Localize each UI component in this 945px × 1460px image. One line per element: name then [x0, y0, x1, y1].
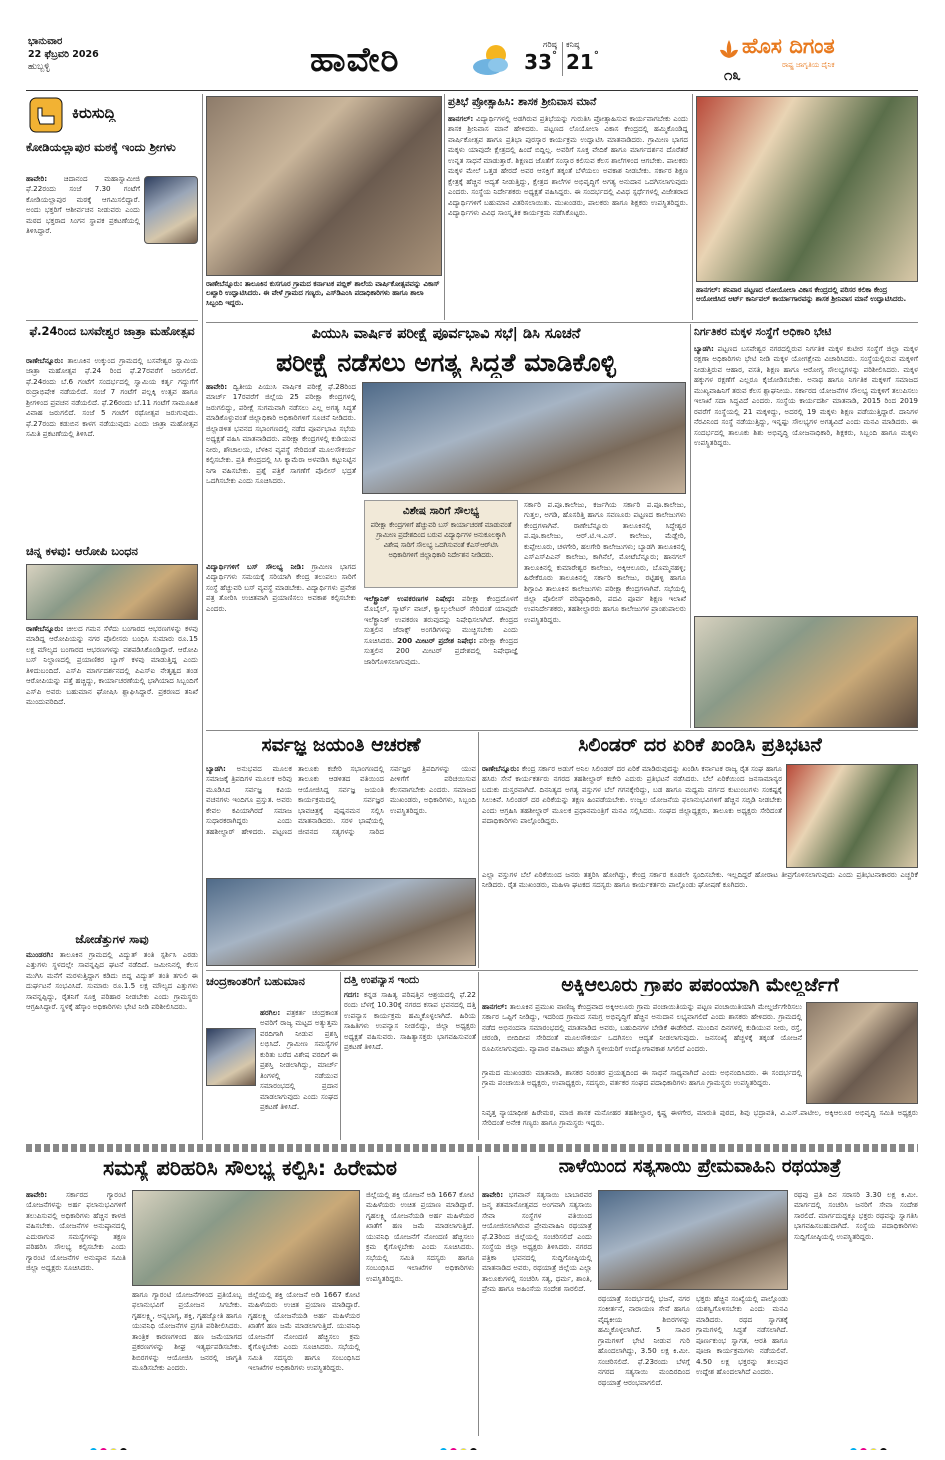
max-temp-block: [517, 40, 557, 80]
max-temp: 33: [524, 50, 552, 74]
guarantee-body-4: ಜಿಲ್ಲೆಯಲ್ಲಿ ಶಕ್ತಿ ಯೋಜನೆ ಅಡಿ 1667 ಕೋಟಿ ಮಹಿಳೆಯರು ಉಚಿತ ಪ್ರಯಾಣ ಮಾಡಿದ್ದಾರೆ. ಗೃಹಲಕ್ಷ್ಮಿ ಯೋಜನೆಯಡಿ ಅರ್ಹ ಮಹಿಳೆಯರ ಖಾತೆಗೆ ಹಣ ಜಮೆ ಮಾಡಲಾಗುತ್ತಿದೆ. ಯುವನಿಧಿ ಯೋಜನೆಗೆ ನೋಂದಣಿ ಹೆಚ್ಚಿಸಲು ಕ್ರಮ ಕೈಗೊಳ್ಳಬೇಕು ಎಂದು ಸೂಚಿಸಿದರು. ಸಭೆಯಲ್ಲಿ ಸಮಿತಿ ಸದಸ್ಯರು ಹಾಗೂ ಸಂಬಂಧಿಸಿದ ಇಲಾಖೆಗಳ ಅಧಿಕಾರಿಗಳು ಉಪಸ್ಥಿತರಿದ್ದರು.: [366, 1190, 474, 1283]
top-story-left: [206, 94, 442, 322]
rathayatra-body-2: ರಥಯಾತ್ರೆ ಸಂದರ್ಭದಲ್ಲಿ ಭಜನೆ, ನಗರ ಸಂಕೀರ್ತನೆ, ನಾರಾಯಣ ಸೇವೆ ಹಾಗೂ ವೈದ್ಯಕೀಯ ಶಿಬಿರಗಳನ್ನು ಹಮ್ಮಿಕೊಳ್ಳಲಾಗಿದೆ. 5 ಸಾವಿರ ಗ್ರಾಮಗಳಿಗೆ ಭೇಟಿ ನೀಡುವ ಗುರಿ ಹೊಂದಲಾಗಿದ್ದು, 3.50 ಲಕ್ಷ ಕಿ.ಮೀ. ಸಂಚರಿಸಲಿದೆ. ಫೆ.23ರಂದು ಬೆಳಗ್ಗೆ ನಗರದ ಸತ್ಯಸಾಯಿ ಮಂದಿರದಿಂದ ರಥಯಾತ್ರೆ ಆರಂಭವಾಗಲಿದೆ.: [598, 1294, 690, 1387]
photo-caption-2: ಹಾನಗಲ್: ಶನಿವಾರ ಪಟ್ಟಣದ ಲೋಯೋಲಾ ವಿಕಾಸ ಕೇಂದ್ರದಲ್ಲಿ ಪರಿಸರ ಕಲಿಕಾ ಕೇಂದ್ರ ಆಯೋಜಿಸಿದ ಆರ್ಟ್‌ ಕಾರ್ನಿವಲ್ ಕಾರ್ಯಾಗಾರವನ್ನು ಶಾಸಕ ಶ್ರೀನಿವಾಸ ಮಾನೆ ಉದ್ಘಾಟಿಸಿದರು.: [696, 286, 907, 304]
rathayatra-body-1: ಹಾವೇರಿ: ಭಗವಾನ್ ಸತ್ಯಸಾಯಿ ಬಾಬಾರವರ ಜನ್ಮ ಶತಮಾನೋತ್ಸವದ ಅಂಗವಾಗಿ ಸತ್ಯಸಾಯಿ ಸೇವಾ ಸಂಸ್ಥೆಗಳ ವತಿಯಿಂದ ಆಯೋಜಿಸಲಾಗಿರುವ ಪ್ರೇಮವಾಹಿನಿ ರಥಯಾತ್ರೆ ಫೆ.23ರಿಂದ ಜಿಲ್ಲೆಯಲ್ಲಿ ಸಂಚರಿಸಲಿದೆ ಎಂದು ಸಂಸ್ಥೆಯ ಜಿಲ್ಲಾ ಅಧ್ಯಕ್ಷರು ತಿಳಿಸಿದರು. ನಗರದ ಪತ್ರಿಕಾ ಭವನದಲ್ಲಿ ಸುದ್ದಿಗೋಷ್ಠಿಯಲ್ಲಿ ಮಾತನಾಡಿದ ಅವರು, ರಥಯಾತ್ರೆ ಜಿಲ್ಲೆಯ ಎಲ್ಲಾ ತಾಲೂಕುಗಳಲ್ಲಿ ಸಂಚರಿಸಿ ಸತ್ಯ, ಧರ್ಮ, ಶಾಂತಿ, ಪ್ರೇಮ ಹಾಗೂ ಅಹಿಂಸೆಯ ಸಂದೇಶ ಸಾರಲಿದೆ.: [482, 1190, 592, 1293]
pointing-hand-icon: [28, 96, 64, 134]
brief-4-body: ಮುಂಡರಗಿ: ತಾಲೂಕಿನ ಗ್ರಾಮದಲ್ಲಿ ವಿದ್ಯುತ್ ತಂತಿ ಸ್ಪರ್ಶಿಸಿ ಎರಡು ಎತ್ತುಗಳು ಸ್ಥಳದಲ್ಲೇ ಸಾವನ್ನಪ್ಪಿದ ಘಟನೆ ನಡೆದಿದೆ. ಜಮೀನಿನಲ್ಲಿ ಕೆಲಸ ಮುಗಿಸಿ ಮನೆಗೆ ಮರಳುತ್ತಿದ್ದಾಗ ಕಡಿದು ಬಿದ್ದ ವಿದ್ಯುತ್ ತಂತಿ ತಗುಲಿ ಈ ದುರ್ಘಟನೆ ಸಂಭವಿಸಿದೆ. ಸುಮಾರು ರೂ.1.5 ಲಕ್ಷ ಮೌಲ್ಯದ ಎತ್ತುಗಳು ಸಾವನ್ನಪ್ಪಿದ್ದು, ರೈತನಿಗೆ ಸೂಕ್ತ ಪರಿಹಾರ ನೀಡಬೇಕು ಎಂದು ಗ್ರಾಮಸ್ಥರು ಆಗ್ರಹಿಸಿದ್ದಾರೆ. ಸ್ಥಳಕ್ಕೆ ಹೆಸ್ಕಾಂ ಅಧಿಕಾರಿಗಳು ಭೇಟಿ ನೀಡಿ ಪರಿಶೀಲಿಸಿದರು.: [26, 950, 198, 1012]
lecture-story: [344, 972, 476, 1140]
briefs-header: [28, 96, 158, 136]
lotus-icon: [718, 38, 740, 60]
press-meet-photo: [598, 1190, 788, 1290]
sarvajna-photo: [206, 878, 476, 966]
cylinder-body-2: ಎಲ್ಲಾ ವಸ್ತುಗಳ ಬೆಲೆ ಏರಿಕೆಯಿಂದ ಜನರು ತತ್ತರಿಸಿ ಹೋಗಿದ್ದು, ಕೇಂದ್ರ ಸರ್ಕಾರ ಕೂಡಲೇ ಸ್ಪಂದಿಸಬೇಕು. ಇಲ್ಲದಿದ್ದರೆ ಹೋರಾಟ ತೀವ್ರಗೊಳಿಸಲಾಗುವುದು ಎಂದು ಪ್ರತಿಭಟನಾಕಾರರು ಎಚ್ಚರಿಕೆ ನೀಡಿದರು. ರೈತ ಮುಖಂಡರು, ಮಹಿಳಾ ಘಟಕದ ಸದಸ್ಯರು ಹಾಗೂ ಕಾರ್ಯಕರ್ತರು ಪಾಲ್ಗೊಂಡು ಘೋಷಣೆ ಕೂಗಿದರು.: [482, 870, 918, 890]
award-body: ಹರಗಿಲ: ಪತ್ರಕರ್ತ ಚಂದ್ರಕಾಂತ ಅವರಿಗೆ ರಾಜ್ಯ ಮಟ್ಟದ ಅತ್ಯುತ್ತಮ ವರದಿಗಾಗಿ ನೀಡುವ ಪ್ರಶಸ್ತಿ ಲಭಿಸಿದೆ. ಗ್ರಾಮೀಣ ಸಮಸ್ಯೆಗಳ ಕುರಿತು ಬರೆದ ವಿಶೇಷ ವರದಿಗೆ ಈ ಪ್ರಶಸ್ತಿ ನೀಡಲಾಗಿದ್ದು, ಮಾರ್ಚ್ ತಿಂಗಳಲ್ಲಿ ನಡೆಯುವ ಸಮಾರಂಭದಲ್ಲಿ ಪ್ರದಾನ ಮಾಡಲಾಗುವುದು ಎಂದು ಸಂಘದ ಪ್ರಕಟಣೆ ತಿಳಿಸಿದೆ.: [260, 1008, 338, 1111]
felicitation-photo: [806, 1002, 918, 1104]
infobox-title: ವಿಶೇಷ ಸಾರಿಗೆ ಸೌಲಭ್ಯ: [402, 505, 480, 517]
rathayatra-headline: ನಾಳೆಯಿಂದ ಸತ್ಯಸಾಯಿ ಪ್ರೇಮವಾಹಿನಿ ರಥಯಾತ್ರೆ: [558, 1156, 842, 1177]
date-label: 22 ಫೆಬ್ರವರಿ 2026: [28, 49, 99, 60]
weather-icon: [470, 40, 514, 80]
masthead: [0, 0, 945, 92]
rathayatra-body-4: ರಥವು ಪ್ರತಿ ದಿನ ಸರಾಸರಿ 3.30 ಲಕ್ಷ ಕಿ.ಮೀ. ಮಾರ್ಗದಲ್ಲಿ ಸಂಚರಿಸಿ ಜನರಿಗೆ ಸೇವಾ ಸಂದೇಶ ಸಾರಲಿದೆ. ಮಾರ್ಗದುದ್ದಕ್ಕೂ ಭಕ್ತರು ರಥವನ್ನು ಸ್ವಾಗತಿಸಿ ಭಾಗವಹಿಸಬಹುದಾಗಿದೆ. ಸಂಸ್ಥೆಯ ಪದಾಧಿಕಾರಿಗಳು ಸುದ್ದಿಗೋಷ್ಠಿಯಲ್ಲಿ ಉಪಸ್ಥಿತರಿದ್ದರು.: [794, 1190, 918, 1241]
exam-story: [206, 324, 686, 728]
seer-photo: [144, 176, 198, 244]
infobox-body: ಪರೀಕ್ಷಾ ಕೇಂದ್ರಗಳಿಗೆ ಹೆಚ್ಚುವರಿ ಬಸ್ ಕಾರ್ಯಾಚರಣೆ ಮಾಡುವಂತೆ ಗ್ರಾಮೀಣ ಪ್ರದೇಶದಿಂದ ಬರುವ ವಿದ್ಯಾರ್ಥಿಗಳ ಅನುಕೂಲಕ್ಕಾಗಿ ವಿಶೇಷ ಸಾರಿಗೆ ಸೌಲಭ್ಯ ಒದಗಿಸುವಂತೆ ಕೆಎಸ್‌ಆರ್‌ಟಿಸಿ ಅಧಿಕಾರಿಗಳಿಗೆ ಜಿಲ್ಲಾಧಿಕಾರಿ ನಿರ್ದೇಶನ ನೀಡಿದರು.: [370, 521, 512, 559]
exam-kicker: ಪಿಯುಸಿ ವಾರ್ಷಿಕ ಪರೀಕ್ಷೆ ಪೂರ್ವಭಾವಿ ಸಭೆ| ಡಿಸಿ ಸೂಚನೆ: [311, 326, 581, 342]
cylinder-story: [482, 732, 918, 968]
award-headline: ಚಂದ್ರಕಾಂತರಿಗೆ ಬಹುಮಾನ: [206, 974, 305, 988]
brief-1-headline: ಕೋಡಿಯಲ್ಲಾಪುರ ಮಠಕ್ಕೆ ಇಂದು ಶ್ರೀಗಳು: [26, 140, 176, 154]
date-block: [28, 36, 168, 86]
photo-caption-1: ರಾಣೇಬೆನ್ನೂರು: ತಾಲೂಕಿನ ಕುಸಗೂರ ಗ್ರಾಮದ ಕರ್ನಾಟಕ ಪಬ್ಲಿಕ್ ಶಾಲೆಯ ವಾರ್ಷಿಕೋತ್ಸವವನ್ನು ವಿಕಾಸ್ ಲಖ್ಖಾರಿ ಉದ್ಘಾಟಿಸಿದರು. ಈ ವೇಳೆ ಗ್ರಾಮದ ಗಣ್ಯರು, ಎಸ್‌ಡಿಎಂಸಿ ಪದಾಧಿಕಾರಿಗಳು ಹಾಗೂ ಶಾಲಾ ಸಿಬ್ಬಂದಿ ಇದ್ದರು.: [206, 280, 440, 307]
degree-symbol: °: [552, 50, 557, 61]
brief-2-headline: ಫೆ.24ರಿಂದ ಬಸವೇಶ್ವರ ಜಾತ್ರಾ ಮಹೋತ್ಸವ: [29, 324, 195, 338]
day-label: ಭಾನುವಾರ: [28, 36, 63, 47]
brief-4-headline: ಜೋಡೆತ್ತುಗಳ ಸಾವು: [75, 932, 149, 946]
edition-label: ಹುಬ್ಬಳ್ಳಿ: [28, 62, 50, 72]
sarvajna-story: [206, 732, 476, 968]
school-anniversary-photo: [206, 96, 442, 276]
briefs-title: ಕಿರುಸುದ್ದಿ: [72, 104, 116, 122]
registration-marks-center: [440, 1440, 520, 1450]
city-title: ಹಾವೇರಿ: [310, 40, 400, 80]
sarvajna-headline: ಸರ್ವಜ್ಞ ಜಯಂತಿ ಆಚರಣೆ: [261, 734, 421, 756]
cylinder-body-1: ರಾಣೇಬೆನ್ನೂರು: ಕೇಂದ್ರ ಸರ್ಕಾರ ಅಡುಗೆ ಅನಿಲ ಸಿಲಿಂಡರ್ ದರ ಏರಿಕೆ ಮಾಡಿರುವುದನ್ನು ಖಂಡಿಸಿ ಕರ್ನಾಟಕ ರಾಜ್ಯ ರೈತ ಸಂಘ ಹಾಗೂ ಹಸಿರು ಸೇನೆ ಕಾರ್ಯಕರ್ತರು ನಗರದ ತಹಶೀಲ್ದಾರ್ ಕಚೇರಿ ಎದುರು ಪ್ರತಿಭಟನೆ ನಡೆಸಿದರು. ಬೆಲೆ ಏರಿಕೆಯಿಂದ ಜನಸಾಮಾನ್ಯರ ಬದುಕು ದುಸ್ತರವಾಗಿದೆ. ದಿನನಿತ್ಯದ ಅಗತ್ಯ ವಸ್ತುಗಳ ಬೆಲೆ ಗಗನಕ್ಕೇರಿದ್ದು, ಬಡ ಹಾಗೂ ಮಧ್ಯಮ ವರ್ಗದ ಕುಟುಂಬಗಳು ಸಂಕಷ್ಟಕ್ಕೆ ಸಿಲುಕಿವೆ. ಸಿಲಿಂಡರ್ ದರ ಏರಿಕೆಯನ್ನು ತಕ್ಷಣ ಹಿಂಪಡೆಯಬೇಕು. ಉಜ್ವಲ ಯೋಜನೆಯ ಫಲಾನುಭವಿಗಳಿಗೆ ಹೆಚ್ಚಿನ ಸಬ್ಸಿಡಿ ನೀಡಬೇಕು ಎಂದು ಆಗ್ರಹಿಸಿ ತಹಶೀಲ್ದಾರ್ ಮೂಲಕ ಪ್ರಧಾನಮಂತ್ರಿಗೆ ಮನವಿ ಸಲ್ಲಿಸಿದರು. ಸಂಘದ ಜಿಲ್ಲಾಧ್ಯಕ್ಷರು, ತಾಲೂಕು ಅಧ್ಯಕ್ಷರು ಸೇರಿದಂತೆ ಪದಾಧಿಕಾರಿಗಳು ಪಾಲ್ಗೊಂಡಿದ್ದರು.: [482, 764, 782, 826]
guarantee-story: [26, 1156, 474, 1436]
min-label: ಕನಿಷ್ಠ: [566, 40, 580, 49]
exam-headline: ಪರೀಕ್ಷೆ ನಡೆಸಲು ಅಗತ್ಯ ಸಿದ್ಧತೆ ಮಾಡಿಕೊಳ್ಳಿ: [276, 348, 616, 377]
exam-body-col2: ವಿದ್ಯಾರ್ಥಿಗಳಿಗೆ ಬಸ್ ಸೌಲಭ್ಯ ನೀಡಿ: ಗ್ರಾಮೀಣ ಭಾಗದ ವಿದ್ಯಾರ್ಥಿಗಳು ಸಮಯಕ್ಕೆ ಸರಿಯಾಗಿ ಕೇಂದ್ರ ತಲುಪಲು ಸಾರಿಗೆ ಸಂಸ್ಥೆ ಹೆಚ್ಚುವರಿ ಬಸ್ ವ್ಯವಸ್ಥೆ ಮಾಡಬೇಕು. ವಿದ್ಯಾರ್ಥಿಗಳು ಪ್ರವೇಶ ಪತ್ರ ತೋರಿಸಿ ಉಚಿತವಾಗಿ ಪ್ರಯಾಣಿಸಲು ಅವಕಾಶ ಕಲ್ಪಿಸಬೇಕು ಎಂದರು.: [206, 562, 356, 728]
lecture-headline: ದತ್ತಿ ಉಪನ್ಯಾಸ ಇಂದು: [344, 974, 420, 986]
brand-tagline: ರಾಷ್ಟ್ರ ಜಾಗೃತಿಯ ದೈನಿಕ: [782, 61, 835, 69]
guarantee-headline: ಸಮಸ್ಯೆ ಪರಿಹರಿಸಿ ಸೌಲಭ್ಯ ಕಲ್ಪಿಸಿ: ಹಿರೇಮಠ: [103, 1156, 397, 1180]
dc-meeting-photo: [362, 382, 686, 494]
brief-3-body: ರಾಣೇಬೆನ್ನೂರು: ಚೀಲದ ಗಮನ ಸೆಳೆದು ಬಂಗಾರದ ಆಭರಣಗಳನ್ನು ಕಳವು ಮಾಡಿದ್ದ ಆರೋಪಿಯನ್ನು ನಗರ ಪೊಲೀಸರು ಬಂಧಿಸಿ ಸುಮಾರು ರೂ.15 ಲಕ್ಷ ಮೌಲ್ಯದ ಬಂಗಾರದ ಆಭರಣಗಳನ್ನು ವಶಪಡಿಸಿಕೊಂಡಿದ್ದಾರೆ. ಆರೋಪಿ ಬಸ್ ನಿಲ್ದಾಣದಲ್ಲಿ ಪ್ರಯಾಣಿಕರ ಬ್ಯಾಗ್ ಕಳವು ಮಾಡುತ್ತಿದ್ದ ಎಂದು ತಿಳಿದುಬಂದಿದೆ. ಎಸ್‌ಪಿ ಮಾರ್ಗದರ್ಶನದಲ್ಲಿ ಪಿಎಸ್‌ಐ ನೇತೃತ್ವದ ತಂಡ ಆರೋಪಿಯನ್ನು ಪತ್ತೆ ಹಚ್ಚಿದ್ದು, ಕಾರ್ಯಾಚರಣೆಯಲ್ಲಿ ಭಾಗಿಯಾದ ಸಿಬ್ಬಂದಿಗೆ ಎಸ್‌ಪಿ ಅವರು ಬಹುಮಾನ ಘೋಷಿಸಿ ಶ್ಲಾಘಿಸಿದ್ದಾರೆ. ಪ್ರಕರಣದ ತನಿಖೆ ಮುಂದುವರಿದಿದೆ.: [26, 624, 198, 707]
akkialur-headline: ಅಕ್ಕಿಆಲೂರು ಗ್ರಾಪಂ ಪಪಂಯಾಗಿ ಮೇಲ್ದರ್ಜೆಗೆ: [561, 974, 839, 996]
arrest-photo: [26, 564, 198, 620]
children-body-1: ಬ್ಯಾಡಗಿ: ಪಟ್ಟಣದ ಬಸವೇಶ್ವರ ನಗರದಲ್ಲಿರುವ ನಿರ್ಗತಿಕ ಮಕ್ಕಳ ಕುಟೀರ ಸಂಸ್ಥೆಗೆ ಜಿಲ್ಲಾ ಮಕ್ಕಳ ರಕ್ಷಣಾ ಅಧಿಕಾರಿಗಳು ಭೇಟಿ ನೀಡಿ ಮಕ್ಕಳ ಯೋಗಕ್ಷೇಮ ವಿಚಾರಿಸಿದರು. ಸಂಸ್ಥೆಯಲ್ಲಿರುವ ಮಕ್ಕಳಿಗೆ ನೀಡುತ್ತಿರುವ ಆಹಾರ, ವಸತಿ, ಶಿಕ್ಷಣ ಹಾಗೂ ಆರೋಗ್ಯ ಸೌಲಭ್ಯಗಳನ್ನು ಪರಿಶೀಲಿಸಿದರು. ಮಕ್ಕಳ ಹಕ್ಕುಗಳ ರಕ್ಷಣೆಗೆ ಎಲ್ಲರೂ ಕೈಜೋಡಿಸಬೇಕು. ಅನಾಥ ಹಾಗೂ ನಿರ್ಗತಿಕ ಮಕ್ಕಳಿಗೆ ಸಮಾಜದ ಮುಖ್ಯವಾಹಿನಿಗೆ ತರುವ ಕೆಲಸ ಶ್ಲಾಘನೀಯ. ಸರ್ಕಾರದ ಯೋಜನೆಗಳ ಸೌಲಭ್ಯ ಮಕ್ಕಳಿಗೆ ತಲುಪಿಸಲು ಇಲಾಖೆ ಸದಾ ಸಿದ್ಧವಿದೆ ಎಂದರು. ಸಂಸ್ಥೆಯ ಕಾರ್ಯದರ್ಶಿ ಮಾತನಾಡಿ, 2015 ರಿಂದ 2019 ರವರೆಗೆ ಸಂಸ್ಥೆಯಲ್ಲಿ 21 ಮಕ್ಕಳಿದ್ದು, ಅದರಲ್ಲಿ 19 ಮಕ್ಕಳು ಶಿಕ್ಷಣ ಪಡೆಯುತ್ತಿದ್ದಾರೆ. ದಾನಿಗಳ ನೆರವಿನಿಂದ ಸಂಸ್ಥೆ ನಡೆಯುತ್ತಿದ್ದು, ಇನ್ನಷ್ಟು ಸೌಲಭ್ಯಗಳ ಅಗತ್ಯವಿದೆ ಎಂದು ಮನವಿ ಮಾಡಿದರು. ಈ ಸಂದರ್ಭದಲ್ಲಿ ತಾಲೂಕು ಶಿಶು ಅಭಿವೃದ್ಧಿ ಯೋಜನಾಧಿಕಾರಿ, ಶಿಕ್ಷಕರು, ಸಿಬ್ಬಂದಿ ಹಾಗೂ ಮಕ್ಕಳು ಉಪಸ್ಥಿತರಿದ್ದರು.: [694, 344, 918, 447]
journalist-portrait: [206, 1028, 256, 1086]
transport-infobox: [364, 500, 518, 588]
talent-headline: ಪ್ರತಿಭೆ ಪ್ರೋತ್ಸಾಹಿಸಿ: ಶಾಸಕ ಶ್ರೀನಿವಾಸ ಮಾನೆ: [448, 96, 597, 108]
registration-marks-left: [90, 1440, 170, 1450]
brand-name: ಹೊಸ ದಿಗಂತ: [742, 34, 835, 58]
registration-marks-right: [850, 1440, 930, 1450]
rathayatra-story: [482, 1156, 918, 1436]
exam-body-col3: ಇಲೆಕ್ಟ್ರಾನಿಕ್ ಉಪಕರಣಗಳ ನಿಷೇಧ: ಪರೀಕ್ಷಾ ಕೇಂದ್ರದೊಳಗೆ ಮೊಬೈಲ್, ಸ್ಮಾರ್ಟ್ ವಾಚ್, ಕ್ಯಾಲ್ಕುಲೇಟರ್ ಸೇರಿದಂತೆ ಯಾವುದೇ ಇಲೆಕ್ಟ್ರಾನಿಕ್ ಉಪಕರಣ ತರುವುದನ್ನು ನಿಷೇಧಿಸಲಾಗಿದೆ. ಕೇಂದ್ರದ ಸುತ್ತಲಿನ ಜೆರಾಕ್ಸ್ ಅಂಗಡಿಗಳನ್ನು ಮುಚ್ಚಿಸಬೇಕು ಎಂದು ಸೂಚಿಸಿದರು. 200 ಮೀಟರ್ ಪ್ರದೇಶ ನಿಷೇಧ: ಪರೀಕ್ಷಾ ಕೇಂದ್ರದ ಸುತ್ತಲಿನ 200 ಮೀಟರ್ ಪ್ರದೇಶದಲ್ಲಿ ನಿಷೇಧಾಜ್ಞೆ ಜಾರಿಗೊಳಿಸಲಾಗುವುದು.: [364, 594, 518, 666]
sarvajna-body: ಬ್ಯಾಡಗಿ: ಅನುಭವದ ಮೂಲಕ ಸಮಾಜಕ್ಕೆ ತ್ರಿಪದಿಗಳ ಮೂಲಕ ಅರಿವು ಮೂಡಿಸಿದ ಸರ್ವಜ್ಞ ಕವಿಯ ವಚನಗಳು ಇಂದಿಗೂ ಪ್ರಸ್ತುತ. ಅವರು ಕೇವಲ ಕವಿಯಾಗಿರದೆ ಸಮಾಜ ಸುಧಾರಕರಾಗಿದ್ದರು ಎಂದು ತಹಶೀಲ್ದಾರ್ ಹೇಳಿದರು. ಪಟ್ಟಣದ ತಾಲೂಕು ಕಚೇರಿ ಸಭಾಂಗಣದಲ್ಲಿ ತಾಲೂಕು ಆಡಳಿತದ ವತಿಯಿಂದ ಆಯೋಜಿಸಿದ್ದ ಸರ್ವಜ್ಞ ಜಯಂತಿ ಕಾರ್ಯಕ್ರಮದಲ್ಲಿ ಸರ್ವಜ್ಞರ ಭಾವಚಿತ್ರಕ್ಕೆ ಪುಷ್ಪನಮನ ಸಲ್ಲಿಸಿ ಮಾತನಾಡಿದರು. ಸರಳ ಭಾಷೆಯಲ್ಲಿ ಜೀವನದ ಸತ್ಯಗಳನ್ನು ಸಾರಿದ ಸರ್ವಜ್ಞರ ತ್ರಿಪದಿಗಳನ್ನು ಯುವ ಪೀಳಿಗೆಗೆ ಪರಿಚಯಿಸುವ ಕೆಲಸವಾಗಬೇಕು ಎಂದರು. ಸಮಾಜದ ಮುಖಂಡರು, ಅಧಿಕಾರಿಗಳು, ಸಿಬ್ಬಂದಿ ಉಪಸ್ಥಿತರಿದ್ದರು.: [206, 764, 476, 836]
akkialur-caption: ನಿವೃತ್ತ ನ್ಯಾಯಾಧೀಶ ಹಿರೇಮಠ, ಮಾಜಿ ಶಾಸಕ ಮನೋಹರ ತಹಶೀಲ್ದಾರ, ಕೃಷ್ಣ ಈಳಗೇರ, ಮಾರುತಿ ಪುರದ, ಶಿವು ಭದ್ರಾವತಿ, ವಿ.ಎಸ್.ಪಾಟೀಲ, ಅಕ್ಕಿಆಲೂರ ಅಭಿವೃದ್ಧಿ ಸಮಿತಿ ಅಧ್ಯಕ್ಷರು ಸೇರಿದಂತೆ ಅನೇಕ ಗಣ್ಯರು ಹಾಗೂ ಗ್ರಾಮಸ್ಥರು ಇದ್ದರು.: [482, 1108, 918, 1128]
akkialur-body-1: ಹಾನಗಲ್: ತಾಲೂಕಿನ ಪ್ರಮುಖ ವಾಣಿಜ್ಯ ಕೇಂದ್ರವಾದ ಅಕ್ಕಿಆಲೂರು ಗ್ರಾಮ ಪಂಚಾಯಿತಿಯನ್ನು ಪಟ್ಟಣ ಪಂಚಾಯಿತಿಯಾಗಿ ಮೇಲ್ದರ್ಜೆಗೇರಿಸಲು ಸರ್ಕಾರ ಒಪ್ಪಿಗೆ ನೀಡಿದ್ದು, ಇದರಿಂದ ಗ್ರಾಮದ ಸಮಗ್ರ ಅಭಿವೃದ್ಧಿಗೆ ಹೆಚ್ಚಿನ ಅನುದಾನ ಲಭ್ಯವಾಗಲಿದೆ ಎಂದು ಶಾಸಕರು ಹೇಳಿದರು. ಗ್ರಾಮದಲ್ಲಿ ನಡೆದ ಅಭಿನಂದನಾ ಸಮಾರಂಭದಲ್ಲಿ ಮಾತನಾಡಿದ ಅವರು, ಬಹುದಿನಗಳ ಬೇಡಿಕೆ ಈಡೇರಿದೆ. ಮುಂದಿನ ದಿನಗಳಲ್ಲಿ ಕುಡಿಯುವ ನೀರು, ರಸ್ತೆ, ಚರಂಡಿ, ಬೀದಿದೀಪ ಸೇರಿದಂತೆ ಮೂಲಸೌಕರ್ಯ ಒದಗಿಸಲು ಆದ್ಯತೆ ನೀಡಲಾಗುವುದು. ಜನಸಂಖ್ಯೆ ಹೆಚ್ಚಳಕ್ಕೆ ತಕ್ಕಂತೆ ಯೋಜನೆ ರೂಪಿಸಲಾಗುವುದು. ವ್ಯಾಪಾರ ವಹಿವಾಟು ಹೆಚ್ಚಾಗಿ ಸ್ಥಳೀಯರಿಗೆ ಉದ್ಯೋಗಾವಕಾಶ ಸಿಗಲಿದೆ ಎಂದರು.: [482, 1002, 802, 1053]
page-number: ೧೩: [724, 66, 741, 84]
max-label: ಗರಿಷ್ಠ: [543, 40, 557, 49]
lecture-body: ಗದಗ: ಕನ್ನಡ ಸಾಹಿತ್ಯ ಪರಿಷತ್ತಿನ ಆಶ್ರಯದಲ್ಲಿ ಫೆ.22 ರಂದು ಬೆಳಗ್ಗೆ 10.30ಕ್ಕೆ ನಗರದ ಕಸಾಪ ಭವನದಲ್ಲಿ ದತ್ತಿ ಉಪನ್ಯಾಸ ಕಾರ್ಯಕ್ರಮ ಹಮ್ಮಿಕೊಳ್ಳಲಾಗಿದೆ. ಹಿರಿಯ ಸಾಹಿತಿಗಳು ಉಪನ್ಯಾಸ ನೀಡಲಿದ್ದು, ಜಿಲ್ಲಾ ಅಧ್ಯಕ್ಷರು ಅಧ್ಯಕ್ಷತೆ ವಹಿಸುವರು. ಸಾಹಿತ್ಯಾಸಕ್ತರು ಭಾಗವಹಿಸುವಂತೆ ಪ್ರಕಟಣೆ ತಿಳಿಸಿದೆ.: [344, 990, 476, 1052]
brief-2-body: ರಾಣೇಬೆನ್ನೂರು: ತಾಲೂಕಿನ ಉಕ್ಕುಂದ ಗ್ರಾಮದಲ್ಲಿ ಬಸವೇಶ್ವರ ಸ್ವಾಮಿಯ ಜಾತ್ರಾ ಮಹೋತ್ಸವ ಫೆ.24 ರಿಂದ ಫೆ.27ರವರೆಗೆ ಜರುಗಲಿದೆ. ಫೆ.24ರಂದು ಬೆ.6 ಗಂಟೆಗೆ ಸಂದರ್ಭದಲ್ಲಿ ಸ್ವಾಮಿಯ ಕರ್ತೃ ಗದ್ದುಗೆಗೆ ರುದ್ರಾಭಿಷೇಕ ನಡೆಯಲಿದೆ. ಸಂಜೆ 7 ಗಂಟೆಗೆ ಪಲ್ಲಕ್ಕಿ ಉತ್ಸವ ಹಾಗೂ ಶ್ರೀಗಳಿಂದ ಪ್ರವಚನ ನಡೆಯಲಿದೆ. ಫೆ.26ರಂದು ಬೆ.11 ಗಂಟೆಗೆ ಸಾಮೂಹಿಕ ವಿವಾಹ ಜರುಗಲಿದೆ. ಸಂಜೆ 5 ಗಂಟೆಗೆ ರಥೋತ್ಸವ ಜರುಗುವುದು. ಫೆ.27ರಂದು ಕಡುಬಿನ ಕಾಳಗ ನಡೆಯುವುದು ಎಂದು ಜಾತ್ರಾ ಮಹೋತ್ಸವ ಸಮಿತಿ ಪ್ರಕಟಣೆಯಲ್ಲಿ ತಿಳಿಸಿದೆ.: [26, 356, 198, 439]
guarantee-body-3: ಜಿಲ್ಲೆಯಲ್ಲಿ ಶಕ್ತಿ ಯೋಜನೆ ಅಡಿ 1667 ಕೋಟಿ ಮಹಿಳೆಯರು ಉಚಿತ ಪ್ರಯಾಣ ಮಾಡಿದ್ದಾರೆ. ಗೃಹಲಕ್ಷ್ಮಿ ಯೋಜನೆಯಡಿ ಅರ್ಹ ಮಹಿಳೆಯರ ಖಾತೆಗೆ ಹಣ ಜಮೆ ಮಾಡಲಾಗುತ್ತಿದೆ. ಯುವನಿಧಿ ಯೋಜನೆಗೆ ನೋಂದಣಿ ಹೆಚ್ಚಿಸಲು ಕ್ರಮ ಕೈಗೊಳ್ಳಬೇಕು ಎಂದು ಸೂಚಿಸಿದರು. ಸಭೆಯಲ್ಲಿ ಸಮಿತಿ ಸದಸ್ಯರು ಹಾಗೂ ಸಂಬಂಧಿಸಿದ ಇಲಾಖೆಗಳ ಅಧಿಕಾರಿಗಳು ಉಪಸ್ಥಿತರಿದ್ದರು.: [248, 1290, 360, 1373]
guarantee-body-1: ಹಾವೇರಿ: ಸರ್ಕಾರದ ಗ್ಯಾರಂಟಿ ಯೋಜನೆಗಳನ್ನು ಅರ್ಹ ಫಲಾನುಭವಿಗಳಿಗೆ ತಲುಪಿಸುವಲ್ಲಿ ಅಧಿಕಾರಿಗಳು ಹೆಚ್ಚಿನ ಕಾಳಜಿ ವಹಿಸಬೇಕು. ಯೋಜನೆಗಳ ಅನುಷ್ಠಾನದಲ್ಲಿ ಎದುರಾಗುವ ಸಮಸ್ಯೆಗಳನ್ನು ತಕ್ಷಣ ಪರಿಹರಿಸಿ ಸೌಲಭ್ಯ ಕಲ್ಪಿಸಬೇಕು ಎಂದು ಗ್ಯಾರಂಟಿ ಯೋಜನೆಗಳ ಅನುಷ್ಠಾನ ಸಮಿತಿ ಜಿಲ್ಲಾ ಅಧ್ಯಕ್ಷರು ಸೂಚಿಸಿದರು.: [26, 1190, 126, 1273]
brief-1-body: ಹಾವೇರಿ: ಚಿದಾನಂದ ಮಹಾಸ್ವಾಮೀಜಿ ಫೆ.22ರಂದು ಸಂಜೆ 7.30 ಗಂಟೆಗೆ ಕೋಡಿಯಲ್ಲಾಪುರ ಮಠಕ್ಕೆ ಆಗಮಿಸಲಿದ್ದಾರೆ. ಅಂದು ಭಕ್ತರಿಗೆ ಆಶೀರ್ವಚನ ನೀಡುವರು ಎಂದು ಮಠದ ಭಕ್ತರಾದ ಸಿಂಗನ ಸ್ಥಾಪಕ ಪ್ರಕಟಣೆಯಲ್ಲಿ ತಿಳಿಸಿದ್ದಾರೆ.: [26, 174, 140, 236]
children-photo: [694, 616, 918, 728]
talent-body: ಹಾನಗಲ್: ವಿದ್ಯಾರ್ಥಿಗಳಲ್ಲಿ ಅಡಗಿರುವ ಪ್ರತಿಭೆಯನ್ನು ಗುರುತಿಸಿ ಪ್ರೋತ್ಸಾಹಿಸುವ ಕಾರ್ಯವಾಗಬೇಕು ಎಂದು ಶಾಸಕ ಶ್ರೀನಿವಾಸ ಮಾನೆ ಹೇಳಿದರು. ಪಟ್ಟಣದ ಲೊಯೋಲಾ ವಿಕಾಸ ಕೇಂದ್ರದಲ್ಲಿ ಹಮ್ಮಿಕೊಂಡಿದ್ದ ವಾರ್ಷಿಕೋತ್ಸವ ಹಾಗೂ ಪ್ರತಿಭಾ ಪುರಸ್ಕಾರ ಕಾರ್ಯಕ್ರಮ ಉದ್ಘಾಟಿಸಿ ಮಾತನಾಡಿದರು. ಗ್ರಾಮೀಣ ಭಾಗದ ಮಕ್ಕಳು ಯಾವುದೇ ಕ್ಷೇತ್ರದಲ್ಲಿ ಹಿಂದೆ ಬಿದ್ದಿಲ್ಲ. ಅವರಿಗೆ ಸೂಕ್ತ ವೇದಿಕೆ ಹಾಗೂ ಮಾರ್ಗದರ್ಶನ ದೊರೆತರೆ ಉನ್ನತ ಸಾಧನೆ ಮಾಡುತ್ತಾರೆ. ಶಿಕ್ಷಣದ ಜೊತೆಗೆ ಸಂಸ್ಕಾರ ಕಲಿಸುವ ಕೆಲಸ ಶಾಲೆಗಳಿಂದ ಆಗಬೇಕು. ಪಾಲಕರು ಮಕ್ಕಳ ಮೇಲೆ ಒತ್ತಡ ಹೇರದೆ ಅವರ ಆಸಕ್ತಿಗೆ ತಕ್ಕಂತೆ ಬೆಳೆಯಲು ಅವಕಾಶ ನೀಡಬೇಕು. ಸರ್ಕಾರ ಶಿಕ್ಷಣ ಕ್ಷೇತ್ರಕ್ಕೆ ಹೆಚ್ಚಿನ ಆದ್ಯತೆ ನೀಡುತ್ತಿದ್ದು, ಕ್ಷೇತ್ರದ ಶಾಲೆಗಳ ಅಭಿವೃದ್ಧಿಗೆ ಅಗತ್ಯ ಅನುದಾನ ಒದಗಿಸಲಾಗುವುದು ಎಂದರು. ಸಂಸ್ಥೆಯ ನಿರ್ದೇಶಕರು ಅಧ್ಯಕ್ಷತೆ ವಹಿಸಿದ್ದರು. ಈ ಸಂದರ್ಭದಲ್ಲಿ ವಿವಿಧ ಸ್ಪರ್ಧೆಗಳಲ್ಲಿ ವಿಜೇತರಾದ ವಿದ್ಯಾರ್ಥಿಗಳಿಗೆ ಬಹುಮಾನ ವಿತರಿಸಲಾಯಿತು. ಮುಖಂಡರು, ಪಾಲಕರು ಹಾಗೂ ಶಿಕ್ಷಕರು ಉಪಸ್ಥಿತರಿದ್ದರು. ವಿದ್ಯಾರ್ಥಿಗಳು ವಿವಿಧ ಸಾಂಸ್ಕೃತಿಕ ಕಾರ್ಯಕ್ರಮ ನಡೆಸಿಕೊಟ್ಟರು.: [448, 114, 688, 217]
children-story: [694, 324, 918, 728]
cylinder-headline: ಸಿಲಿಂಡರ್ ದರ ಏರಿಕೆ ಖಂಡಿಸಿ ಪ್ರತಿಭಟನೆ: [578, 734, 822, 756]
exam-body-col1: ಹಾವೇರಿ: ದ್ವಿತೀಯ ಪಿಯುಸಿ ವಾರ್ಷಿಕ ಪರೀಕ್ಷೆ ಫೆ.28ರಿಂದ ಮಾರ್ಚ್ 17ರವರೆಗೆ ಜಿಲ್ಲೆಯ 25 ಪರೀಕ್ಷಾ ಕೇಂದ್ರಗಳಲ್ಲಿ ಜರುಗಲಿದ್ದು, ಪರೀಕ್ಷೆ ಸುಗಮವಾಗಿ ನಡೆಸಲು ಎಲ್ಲ ಅಗತ್ಯ ಸಿದ್ಧತೆ ಮಾಡಿಕೊಳ್ಳುವಂತೆ ಜಿಲ್ಲಾಧಿಕಾರಿ ಅಧಿಕಾರಿಗಳಿಗೆ ಸೂಚನೆ ನೀಡಿದರು. ಜಿಲ್ಲಾಡಳಿತ ಭವನದ ಸಭಾಂಗಣದಲ್ಲಿ ನಡೆದ ಪೂರ್ವಭಾವಿ ಸಭೆಯ ಅಧ್ಯಕ್ಷತೆ ವಹಿಸಿ ಮಾತನಾಡಿದರು. ಪರೀಕ್ಷಾ ಕೇಂದ್ರಗಳಲ್ಲಿ ಕುಡಿಯುವ ನೀರು, ಶೌಚಾಲಯ, ಬೆಳಕಿನ ವ್ಯವಸ್ಥೆ ಸೇರಿದಂತೆ ಮೂಲಸೌಕರ್ಯ ಕಲ್ಪಿಸಬೇಕು. ಪ್ರತಿ ಕೇಂದ್ರದಲ್ಲಿ ಸಿಸಿ ಕ್ಯಾಮೆರಾ ಅಳವಡಿಸಿ ಕಟ್ಟುನಿಟ್ಟಿನ ನಿಗಾ ವಹಿಸಬೇಕು. ಪ್ರಶ್ನೆ ಪತ್ರಿಕೆ ಸಾಗಣೆಗೆ ಪೊಲೀಸ್ ಭದ್ರತೆ ಒದಗಿಸಬೇಕು ಎಂದು ಸೂಚಿಸಿದರು.: [206, 382, 356, 485]
guarantee-body-2: ಹಾಗೂ ಗ್ಯಾರಂಟಿ ಯೋಜನೆಗಳಿಂದ ಪ್ರತಿಯೊಬ್ಬ ಫಲಾನುಭವಿಗೆ ಪ್ರಯೋಜನ ಸಿಗಬೇಕು. ಗೃಹಲಕ್ಷ್ಮಿ, ಅನ್ನಭಾಗ್ಯ, ಶಕ್ತಿ, ಗೃಹಜ್ಯೋತಿ ಹಾಗೂ ಯುವನಿಧಿ ಯೋಜನೆಗಳ ಪ್ರಗತಿ ಪರಿಶೀಲಿಸಿದರು. ತಾಂತ್ರಿಕ ಕಾರಣಗಳಿಂದ ಹಣ ಜಮೆಯಾಗದ ಪ್ರಕರಣಗಳನ್ನು ಶೀಘ್ರ ಇತ್ಯರ್ಥಪಡಿಸಬೇಕು. ಶಿಬಿರಗಳನ್ನು ಆಯೋಜಿಸಿ ಜನರಲ್ಲಿ ಜಾಗೃತಿ ಮೂಡಿಸಬೇಕು ಎಂದರು.: [132, 1290, 242, 1373]
protest-photo: [786, 764, 918, 868]
min-temp-block: [566, 40, 606, 80]
art-carnival-photo: [696, 96, 918, 282]
brand-logo: [710, 32, 918, 88]
guarantee-meeting-photo: [132, 1190, 360, 1286]
top-story-right: [696, 94, 918, 320]
section-divider: [26, 1144, 918, 1152]
exam-body-col4: ಸರ್ಕಾರಿ ಪ.ಪೂ.ಕಾಲೇಜು, ಕರ್ಜಗಿಯ ಸರ್ಕಾರಿ ಪ.ಪೂ.ಕಾಲೇಜು, ಗುತ್ತಲ, ಅಗಡಿ, ಹೊಸರಿತ್ತಿ ಹಾಗೂ ಸವಣೂರು ಪಟ್ಟಣದ ಕಾಲೇಜುಗಳು ಕೇಂದ್ರಗಳಾಗಿವೆ. ರಾಣೇಬೆನ್ನೂರು ತಾಲೂಕಿನಲ್ಲಿ ಸಿದ್ಧೇಶ್ವರ ಪ.ಪೂ.ಕಾಲೇಜು, ಆರ್.ಟಿ.ಇ.ಎಸ್. ಕಾಲೇಜು, ಮೆಡ್ಲೇರಿ, ಕುಪ್ಪೇಲೂರು, ಚಳಗೇರಿ, ಹಲಗೇರಿ ಕಾಲೇಜುಗಳು; ಬ್ಯಾಡಗಿ ತಾಲೂಕಿನಲ್ಲಿ ಎಸ್‌ಎಸ್‌ಪಿಎನ್ ಕಾಲೇಜು, ಕಾಗಿನೆಲೆ, ಮೋಟೆಬೆನ್ನೂರು; ಹಾನಗಲ್ ತಾಲೂಕಿನಲ್ಲಿ ಕುಮಾರೇಶ್ವರ ಕಾಲೇಜು, ಅಕ್ಕಿಆಲೂರು, ಬೊಮ್ಮನಹಳ್ಳಿ; ಹಿರೇಕೆರೂರು ತಾಲೂಕಿನಲ್ಲಿ ಸರ್ಕಾರಿ ಕಾಲೇಜು, ರಟ್ಟಿಹಳ್ಳಿ ಹಾಗೂ ಶಿಗ್ಗಾಂವಿ ತಾಲೂಕಿನ ಕಾಲೇಜುಗಳು ಪರೀಕ್ಷಾ ಕೇಂದ್ರಗಳಾಗಿವೆ. ಸಭೆಯಲ್ಲಿ ಜಿಲ್ಲಾ ಪೊಲೀಸ್ ವರಿಷ್ಠಾಧಿಕಾರಿ, ಪದವಿ ಪೂರ್ವ ಶಿಕ್ಷಣ ಇಲಾಖೆ ಉಪನಿರ್ದೇಶಕರು, ತಹಶೀಲ್ದಾರರು ಹಾಗೂ ಕಾಲೇಜುಗಳ ಪ್ರಾಂಶುಪಾಲರು ಉಪಸ್ಥಿತರಿದ್ದರು.: [524, 500, 686, 624]
akkialur-story: [482, 972, 918, 1140]
min-temp: 21: [566, 50, 594, 74]
children-headline: ನಿರ್ಗತಿಕರ ಮಕ್ಕಳ ಸಂಸ್ಥೆಗೆ ಅಧಿಕಾರಿ ಭೇಟಿ: [694, 326, 832, 338]
rathayatra-body-3: ಭಕ್ತರು ಹೆಚ್ಚಿನ ಸಂಖ್ಯೆಯಲ್ಲಿ ಪಾಲ್ಗೊಂಡು ಯಶಸ್ವಿಗೊಳಿಸಬೇಕು ಎಂದು ಮನವಿ ಮಾಡಿದರು. ರಥದ ಸ್ವಾಗತಕ್ಕೆ ಗ್ರಾಮಗಳಲ್ಲಿ ಸಿದ್ಧತೆ ನಡೆಸಲಾಗಿದೆ. ಪೂರ್ಣಕುಂಭ ಸ್ವಾಗತ, ಆರತಿ ಹಾಗೂ ಪೂಜಾ ಕಾರ್ಯಕ್ರಮಗಳು ನಡೆಯಲಿವೆ. 4.50 ಲಕ್ಷ ಭಕ್ತರನ್ನು ತಲುಪುವ ಉದ್ದೇಶ ಹೊಂದಲಾಗಿದೆ ಎಂದರು.: [696, 1294, 788, 1377]
akkialur-body-2: ಗ್ರಾಮದ ಮುಖಂಡರು ಮಾತನಾಡಿ, ಶಾಸಕರ ನಿರಂತರ ಪ್ರಯತ್ನದಿಂದ ಈ ಸಾಧನೆ ಸಾಧ್ಯವಾಗಿದೆ ಎಂದು ಅಭಿನಂದಿಸಿದರು. ಈ ಸಂದರ್ಭದಲ್ಲಿ ಗ್ರಾಮ ಪಂಚಾಯಿತಿ ಅಧ್ಯಕ್ಷರು, ಉಪಾಧ್ಯಕ್ಷರು, ಸದಸ್ಯರು, ವರ್ತಕರ ಸಂಘದ ಪದಾಧಿಕಾರಿಗಳು ಹಾಗೂ ಗ್ರಾಮಸ್ಥರು ಉಪಸ್ಥಿತರಿದ್ದರು.: [482, 1068, 802, 1088]
top-story-middle: [448, 94, 688, 320]
brief-3-headline: ಚಿನ್ನ ಕಳವು: ಆರೋಪಿ ಬಂಧನ: [26, 544, 138, 558]
award-story: [206, 972, 338, 1140]
degree-symbol: °: [593, 50, 599, 61]
